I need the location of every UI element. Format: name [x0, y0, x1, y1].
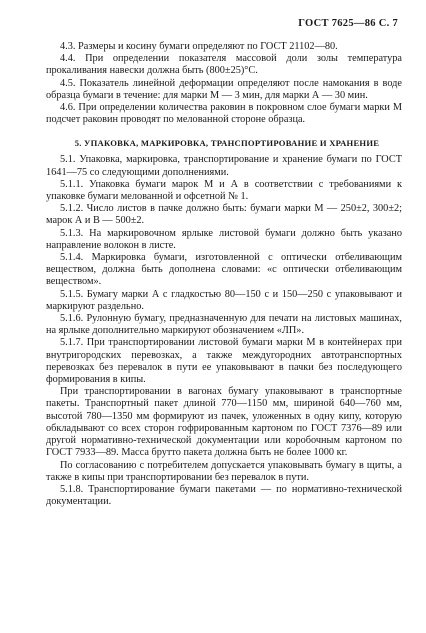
paragraph-5-1-8: 5.1.8. Транспортирование бумаги пакетами — по нормативно-технической документации.	[46, 483, 402, 508]
paragraph-5-1-7-agreement: По согласованию с потребителем допускается упаковывать бумагу в щиты, а также в кипы при транспортировании без перевалок в пути.	[46, 459, 402, 483]
paragraph-5-1-6: 5.1.6. Рулонную бумагу, предназначенную для печати на листовых машинах, на ярлыке дополнительно маркируют обозначением «ЛП».	[46, 313, 402, 337]
paragraph-4-6: 4.6. При определении количества раковин в покровном слое бумаги марки М подсчет раковин проводят по мелованной стороне образца.	[46, 102, 402, 126]
section-spacer	[46, 126, 402, 138]
paragraph-5-1-4: 5.1.4. Маркировка бумаги, изготовленной с оптически отбеливающим веществом, должна быть дополнена словами: «с оптически отбеливающим веществом».	[46, 252, 402, 288]
section-title: 5. УПАКОВКА, МАРКИРОВКА, ТРАНСПОРТИРОВАНИЕ И ХРАНЕНИЕ	[74, 138, 380, 149]
paragraph-5-1-5: 5.1.5. Бумагу марки А с гладкостью 80—150 с и 150—250 с упаковывают и маркируют раздельно.	[46, 288, 402, 312]
paragraph-5-1-1: 5.1.1. Упаковка бумаги марок М и А в соответствии с требованиями к упаковке бумаги мелованной и офсетной № 1.	[46, 178, 402, 203]
paragraph-5-1-2: 5.1.2. Число листов в пачке должно быть: бумаги марки М — 250±2, 300±2; марок А и В — 500±2.	[46, 203, 402, 227]
paragraph-4-3: 4.3. Размеры и косину бумаги определяют по ГОСТ 21102—80.	[60, 41, 338, 52]
paragraph-5-1: 5.1. Упаковка, маркировка, транспортирование и хранение бумаги по ГОСТ 1641—75 со следующими дополнениями.	[46, 154, 402, 178]
paragraph-5-1-7-transport: При транспортировании в вагонах бумагу упаковывают в транспортные пакеты. Транспортный пакет длиной 770—1150 мм, шириной 640—760 мм, высотой 780—1350 мм формируют из пачек, уложенных в одну кипу, которую обкладывают со всех сторон гофрированным картоном по ГОСТ 7376—89 или другой нормативно-технической документации или коробочным картоном по ГОСТ 7933—89. Масса брутто пакета должна быть не более 1000 кг.	[46, 386, 402, 459]
running-head: ГОСТ 7625—86 С. 7	[298, 18, 398, 29]
paragraph-4-5: 4.5. Показатель линейной деформации определяют после намокания в воде образца бумаги в течение: для марки М — 3 мин, для марки А — 30 мин.	[46, 77, 402, 101]
paragraph-5-1-7: 5.1.7. При транспортировании листовой бумаги марки М в контейнерах при внутригородских перевозках, а также междугородних автотранспортных перевозках без перевалок в пути ее упаковывают в пачки без последующего формирования в кипы.	[46, 337, 402, 386]
paragraph-4-4: 4.4. При определении показателя массовой доли золы температура прокаливания навески должна быть (800±25)°С.	[46, 53, 402, 77]
paragraph-5-1-3: 5.1.3. На маркировочном ярлыке листовой бумаги должно быть указано направление волокон в листе.	[46, 227, 402, 251]
